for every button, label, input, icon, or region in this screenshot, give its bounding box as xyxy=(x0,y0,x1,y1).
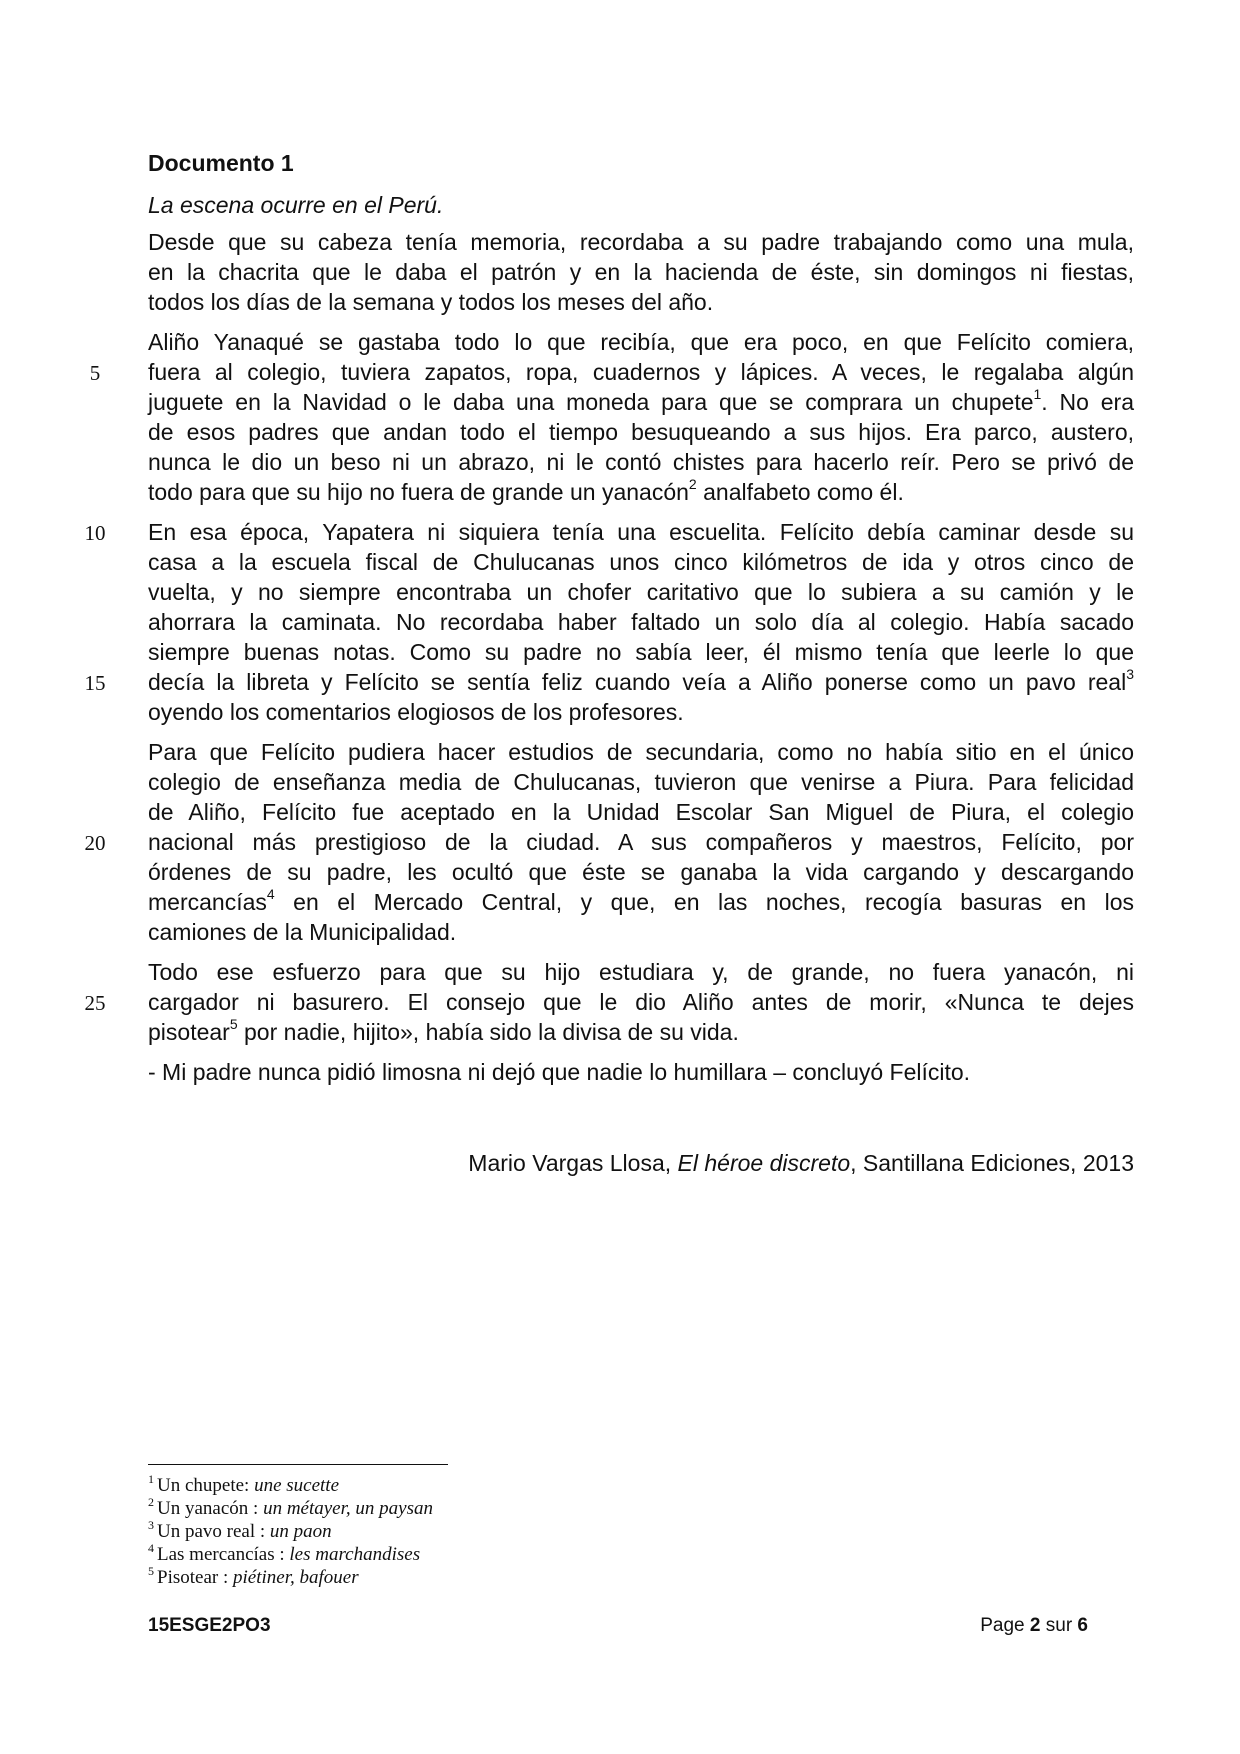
footnote xyxy=(148,1563,359,1590)
text-segment: casa a la escuela fiscal de Chulucanas unos cinco kilómetros de ida y otros cinco de xyxy=(148,549,1134,575)
text-line xyxy=(148,357,1134,387)
text-line xyxy=(148,1057,1134,1087)
footnote-divider xyxy=(148,1464,448,1465)
text-line xyxy=(148,417,1134,447)
text-line xyxy=(148,387,1134,417)
text-segment: de Aliño, Felícito fue aceptado en la Unidad Escolar San Miguel de Piura, el colegio xyxy=(148,799,1134,825)
footnote-translation: un métayer, un paysan xyxy=(263,1498,433,1519)
footnote-number: 3 xyxy=(148,1517,154,1532)
footer-code: 15ESGE2PO3 xyxy=(148,1615,271,1636)
text-line xyxy=(148,667,1134,697)
text-line xyxy=(148,987,1134,1017)
text-segment: nunca le dio un beso ni un abrazo, ni le contó chistes para hacerlo reír. Pero se privó de xyxy=(148,449,1134,475)
text-segment: cargador ni basurero. El consejo que le dio Aliño antes de morir, «Nunca te dejes xyxy=(148,989,1134,1015)
text-segment: por nadie, hijito», había sido la divisa de su vida. xyxy=(237,1019,739,1045)
line-number: 15 xyxy=(84,671,106,695)
footnote-number: 2 xyxy=(148,1494,154,1509)
text-line xyxy=(148,827,1134,857)
text-line xyxy=(148,857,1134,887)
text-segment: Todo ese esfuerzo para que su hijo estudiara y, de grande, no fuera yanacón, ni xyxy=(148,959,1134,985)
text-line xyxy=(148,327,1134,357)
footnote-ref: 1 xyxy=(1033,386,1042,403)
text-line xyxy=(148,1017,1134,1047)
text-segment: todos los días de la semana y todos los meses del año. xyxy=(148,289,714,315)
page-prefix: Page xyxy=(980,1615,1030,1636)
text-segment: pisotear xyxy=(148,1019,230,1045)
text-line xyxy=(148,607,1134,637)
footnote xyxy=(148,1540,421,1567)
text-segment: vuelta, y no siempre encontraba un chofer caritativo que lo subiera a su camión y le xyxy=(148,579,1134,605)
text-line xyxy=(148,767,1134,797)
text-segment: En esa época, Yapatera ni siquiera tenía una escuelita. Felícito debía caminar desde su xyxy=(148,519,1134,545)
text-line xyxy=(148,577,1134,607)
footer-page xyxy=(980,1614,1088,1638)
footnote-term: Un pavo real : xyxy=(157,1521,270,1542)
footnote-term: Las mercancías : xyxy=(157,1544,290,1565)
scene-note: La escena ocurre en el Perú. xyxy=(148,192,444,218)
footnote-term: Pisotear : xyxy=(157,1567,233,1588)
text-segment: juguete en la Navidad o le daba una moneda para que se comprara un chupete xyxy=(148,389,1034,415)
text-line xyxy=(148,227,1134,257)
footnote-ref: 2 xyxy=(688,476,697,493)
footnote-translation: les marchandises xyxy=(289,1544,421,1565)
text-segment: Aliño Yanaqué se gastaba todo lo que recibía, que era poco, en que Felícito comiera, xyxy=(148,329,1134,355)
text-segment: . No era xyxy=(1041,389,1134,415)
footnote-term: Un chupete: xyxy=(157,1475,255,1496)
text-segment: Desde que su cabeza tenía memoria, recordaba a su padre trabajando como una mula, xyxy=(148,229,1134,255)
document-title: Documento 1 xyxy=(148,150,294,176)
text-line xyxy=(148,887,1134,917)
text-segment: todo para que su hijo no fuera de grande un yanacón xyxy=(148,479,689,505)
footnote-number: 1 xyxy=(148,1471,154,1486)
text-segment: analfabeto como él. xyxy=(696,479,904,505)
footnote xyxy=(148,1517,332,1544)
text-segment: Para que Felícito pudiera hacer estudios de secundaria, como no había sitio en el único xyxy=(148,739,1134,765)
footnote-translation: piétiner, bafouer xyxy=(233,1567,359,1588)
text-line xyxy=(148,547,1134,577)
footnote xyxy=(148,1471,340,1498)
text-segment: de esos padres que andan todo el tiempo besuqueando a sus hijos. Era parco, austero, xyxy=(148,419,1134,445)
text-segment: decía la libreta y Felícito se sentía feliz cuando veía a Aliño ponerse como un pavo real xyxy=(148,669,1127,695)
text-line xyxy=(148,917,1134,947)
footnote-number: 4 xyxy=(148,1540,154,1555)
footnote xyxy=(148,1494,433,1521)
line-number: 25 xyxy=(84,991,106,1015)
text-segment: fuera al colegio, tuviera zapatos, ropa, cuadernos y lápices. A veces, le regalaba algún xyxy=(148,359,1134,385)
text-line xyxy=(148,797,1134,827)
footnote-ref: 5 xyxy=(229,1016,238,1033)
line-number: 5 xyxy=(89,361,101,385)
page-total: 6 xyxy=(1077,1615,1088,1636)
footnote-number: 5 xyxy=(148,1563,154,1578)
text-segment: - Mi padre nunca pidió limosna ni dejó que nadie lo humillara – concluyó Felícito. xyxy=(148,1059,971,1085)
footnote-translation: un paon xyxy=(269,1521,332,1542)
text-line xyxy=(148,737,1134,767)
line-number: 20 xyxy=(84,831,106,855)
source-citation xyxy=(468,1148,1134,1178)
text-line xyxy=(148,257,1134,287)
footnote-ref: 3 xyxy=(1126,666,1134,683)
text-segment: colegio de enseñanza media de Chulucanas, tuvieron que venirse a Piura. Para felicidad xyxy=(148,769,1134,795)
text-line xyxy=(148,957,1134,987)
text-segment: en el Mercado Central, y que, en las noches, recogía basuras en los xyxy=(274,889,1134,915)
text-segment: ahorrara la caminata. No recordaba haber faltado un solo día al colegio. Había sacado xyxy=(148,609,1134,635)
text-line xyxy=(148,287,1134,317)
source-author: Mario Vargas Llosa, xyxy=(468,1150,678,1176)
footnote-translation: une sucette xyxy=(254,1475,340,1496)
page-number: 2 xyxy=(1029,1615,1041,1636)
text-line xyxy=(148,697,1134,727)
line-number: 10 xyxy=(84,521,106,545)
page-mid: sur xyxy=(1040,1615,1078,1636)
text-line xyxy=(148,637,1134,667)
source-book: El héroe discreto xyxy=(677,1150,851,1176)
text-segment: oyendo los comentarios elogiosos de los profesores. xyxy=(148,699,684,725)
text-segment: siempre buenas notas. Como su padre no sabía leer, él mismo tenía que leerle lo que xyxy=(148,639,1134,665)
footnote-ref: 4 xyxy=(266,886,275,903)
text-line xyxy=(148,517,1134,547)
text-segment: órdenes de su padre, les ocultó que éste se ganaba la vida cargando y descargando xyxy=(148,859,1134,885)
text-segment: en la chacrita que le daba el patrón y en la hacienda de éste, sin domingos ni fiestas, xyxy=(148,259,1134,285)
source-publisher: , Santillana Ediciones, 2013 xyxy=(850,1150,1134,1176)
footnote-term: Un yanacón : xyxy=(157,1498,264,1519)
text-segment: nacional más prestigioso de la ciudad. A sus compañeros y maestros, Felícito, por xyxy=(148,829,1134,855)
text-segment: mercancías xyxy=(148,889,267,915)
text-line xyxy=(148,447,1134,477)
text-line xyxy=(148,477,1134,507)
text-segment: camiones de la Municipalidad. xyxy=(148,919,457,945)
